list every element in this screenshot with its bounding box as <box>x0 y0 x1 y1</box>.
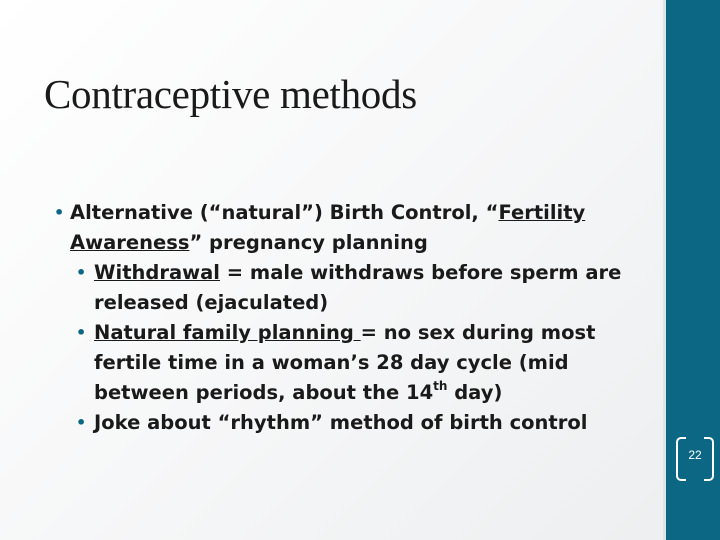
bullet-1-underlined-term: Fertility Awareness <box>70 201 586 254</box>
bullet-1-text-after: ” pregnancy planning <box>189 231 428 254</box>
bullet-dot-icon: • <box>76 263 87 282</box>
bullet-item-2 <box>52 258 642 318</box>
bullet-1-text-before: Alternative (“natural”) Birth Control, “ <box>70 201 499 224</box>
bullet-dot-icon: • <box>76 413 87 432</box>
bullet-3-text-after: = no sex during most fertile time in a woman’s 28 day cycle (mid between periods, about the 14 <box>94 321 596 404</box>
bullet-3-text-end: day) <box>447 381 503 404</box>
page-number-box <box>676 437 714 479</box>
bullet-2-underlined-term: Withdrawal <box>94 261 220 284</box>
bullet-item-1 <box>52 198 642 258</box>
bullet-list <box>52 198 642 438</box>
slide-title: Contraceptive methods <box>44 71 417 117</box>
page-number: 22 <box>688 448 702 462</box>
bullet-3-underlined-term: Natural family planning <box>94 321 361 344</box>
bullet-dot-icon: • <box>54 203 65 222</box>
bullet-4-text: Joke about “rhythm” method of birth control <box>94 411 588 434</box>
bullet-item-3 <box>52 318 642 408</box>
bullet-2-text-after: = male withdraws before sperm are released (ejaculated) <box>94 261 622 314</box>
bullet-item-4 <box>52 408 642 438</box>
bullet-3-superscript: th <box>433 378 448 393</box>
bullet-dot-icon: • <box>76 323 87 342</box>
